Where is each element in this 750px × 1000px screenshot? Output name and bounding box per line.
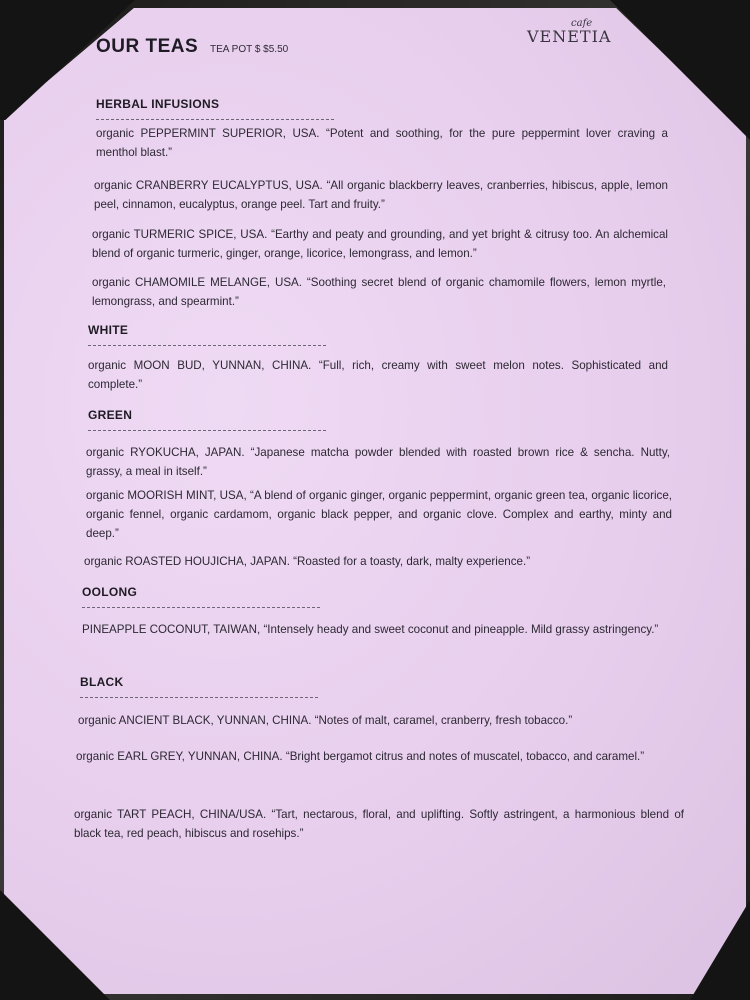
section-herbal-infusions [96,97,334,120]
page-title: OUR TEAS [96,36,199,57]
teapot-price: TEA POT $ $5.50 [210,44,289,55]
tea-item-ryokucha: organic RYOKUCHA, JAPAN. “Japanese matcha powder blended with roasted brown rice & sencha. Nutty, grassy, a meal in itself.” [86,446,670,478]
tea-item-tart-peach: organic TART PEACH, CHINA/USA. “Tart, nectarous, floral, and uplifting. Softly astringent, a harmonious blend of black tea, red peach, hibiscus and rosehips.” [74,808,684,840]
tea-item-peppermint-superior: organic PEPPERMINT SUPERIOR, USA. “Potent and soothing, for the pure peppermint lover craving a menthol blast.” [96,127,668,159]
section-heading: HERBAL INFUSIONS [96,97,220,111]
logo-script: cafe [571,18,593,29]
tea-item-roasted-houjicha: organic ROASTED HOUJICHA, JAPAN. “Roasted for a toasty, dark, malty experience.” [84,555,531,568]
tea-item-moon-bud: organic MOON BUD, YUNNAN, CHINA. “Full, rich, creamy with sweet melon notes. Sophisticated and complete.” [88,359,668,391]
section-black [80,675,318,698]
tea-item-pineapple-coconut: PINEAPPLE COCONUT, TAIWAN, “Intensely heady and sweet coconut and pineapple. Mild grassy astringency.” [82,623,659,636]
section-heading: BLACK [80,675,124,689]
dashed-divider [96,119,334,120]
dashed-divider [88,345,326,346]
section-oolong [82,585,320,608]
dashed-divider [88,430,326,431]
dashed-divider [82,607,320,608]
tea-item-ancient-black: organic ANCIENT BLACK, YUNNAN, CHINA. “Notes of malt, caramel, cranberry, fresh tobacco.” [78,714,573,727]
section-heading: WHITE [88,323,129,337]
section-heading: OOLONG [82,585,138,599]
cafe-logo [527,18,623,52]
dashed-divider [80,697,318,698]
tea-item-chamomile-melange: organic CHAMOMILE MELANGE, USA. “Soothing secret blend of organic chamomile flowers, lemon myrtle, lemongrass, and spearmint.” [92,276,666,308]
section-heading: GREEN [88,408,133,422]
tea-item-turmeric-spice: organic TURMERIC SPICE, USA. “Earthy and peaty and grounding, and yet bright & citrusy too. An alchemical blend of organic turmeric, ginger, orange, licorice, lemongrass, and lemon.” [92,228,668,260]
tea-item-cranberry-eucalyptus: organic CRANBERRY EUCALYPTUS, USA. “All organic blackberry leaves, cranberries, hibiscus, apple, lemon peel, cinnamon, eucalyptus, orange peel. Tart and fruity.” [94,179,668,211]
logo-name: VENETIA [527,27,612,46]
section-green [88,408,326,431]
tea-item-earl-grey: organic EARL GREY, YUNNAN, CHINA. “Bright bergamot citrus and notes of muscatel, tobacco, and caramel.” [76,750,645,763]
tea-item-moorish-mint: organic MOORISH MINT, USA, “A blend of organic ginger, organic peppermint, organic green tea, organic licorice, organic fennel, organic cardamom, organic black pepper, and organic clove. Complex and earthy, minty and deep.” [86,489,672,540]
section-white [88,323,326,346]
